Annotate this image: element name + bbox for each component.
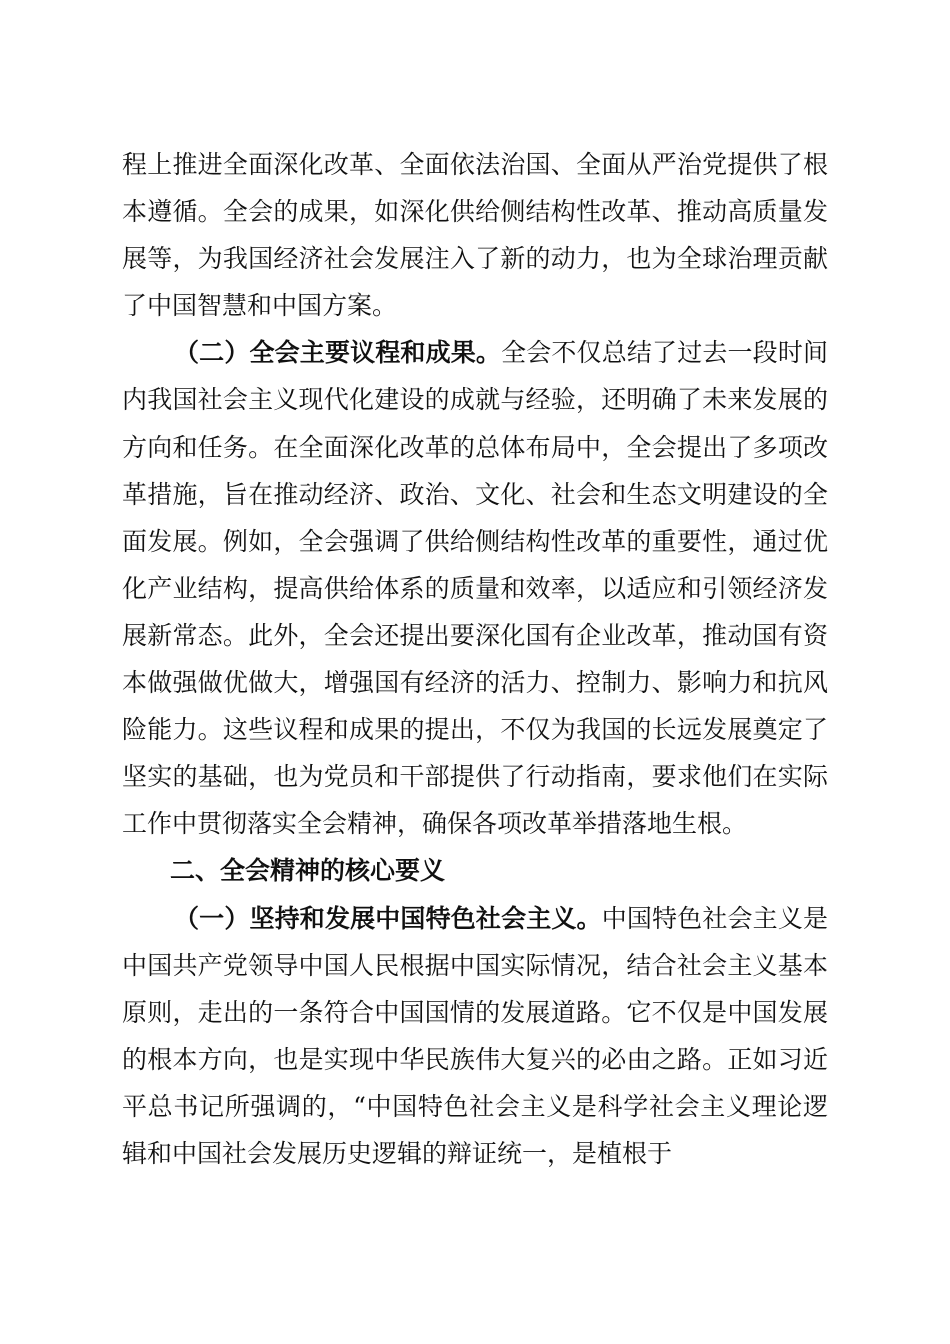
paragraph-socialism-body: 中国特色社会主义是中国共产党领导中国人民根据中国实际情况，结合社会主义基本原则，走出的一条符合中国国情的发展道路。它不仅是中国发展的根本方向，也是实现中华民族伟大复兴的必由之路。正如习近平总书记所强调的，“中国特色社会主义是科学社会主义理论逻辑和中国社会发展历史逻辑的辩证统一，是植根于: [122, 903, 828, 1168]
paragraph-agenda-results: [122, 329, 828, 847]
paragraph-agenda-results-body: 全会不仅总结了过去一段时间内我国社会主义现代化建设的成就与经验，还明确了未来发展的方向和任务。在全面深化改革的总体布局中，全会提出了多项改革措施，旨在推动经济、政治、文化、社会和生态文明建设的全面发展。例如，全会强调了供给侧结构性改革的重要性，通过优化产业结构，提高供给体系的质量和效率，以适应和引领经济发展新常态。此外，全会还提出要深化国有企业改革，推动国有资本做强做优做大，增强国有经济的活力、控制力、影响力和抗风险能力。这些议程和成果的提出，不仅为我国的长远发展奠定了坚实的基础，也为党员和干部提供了行动指南，要求他们在实际工作中贯彻落实全会精神，确保各项改革举措落地生根。: [122, 338, 828, 839]
paragraph-socialism: [122, 895, 828, 1178]
subheading-socialism: （一）坚持和发展中国特色社会主义。: [174, 903, 602, 933]
section-heading-core-essence: 二、全会精神的核心要义: [170, 856, 446, 886]
subheading-agenda-results: （二）全会主要议程和成果。: [174, 338, 502, 368]
paragraph-continuation: 程上推进全面深化改革、全面依法治国、全面从严治党提供了根本遵循。全会的成果，如深化供给侧结构性改革、推动高质量发展等，为我国经济社会发展注入了新的动力，也为全球治理贡献了中国智慧和中国方案。: [122, 150, 828, 321]
document-body: [122, 141, 828, 1177]
